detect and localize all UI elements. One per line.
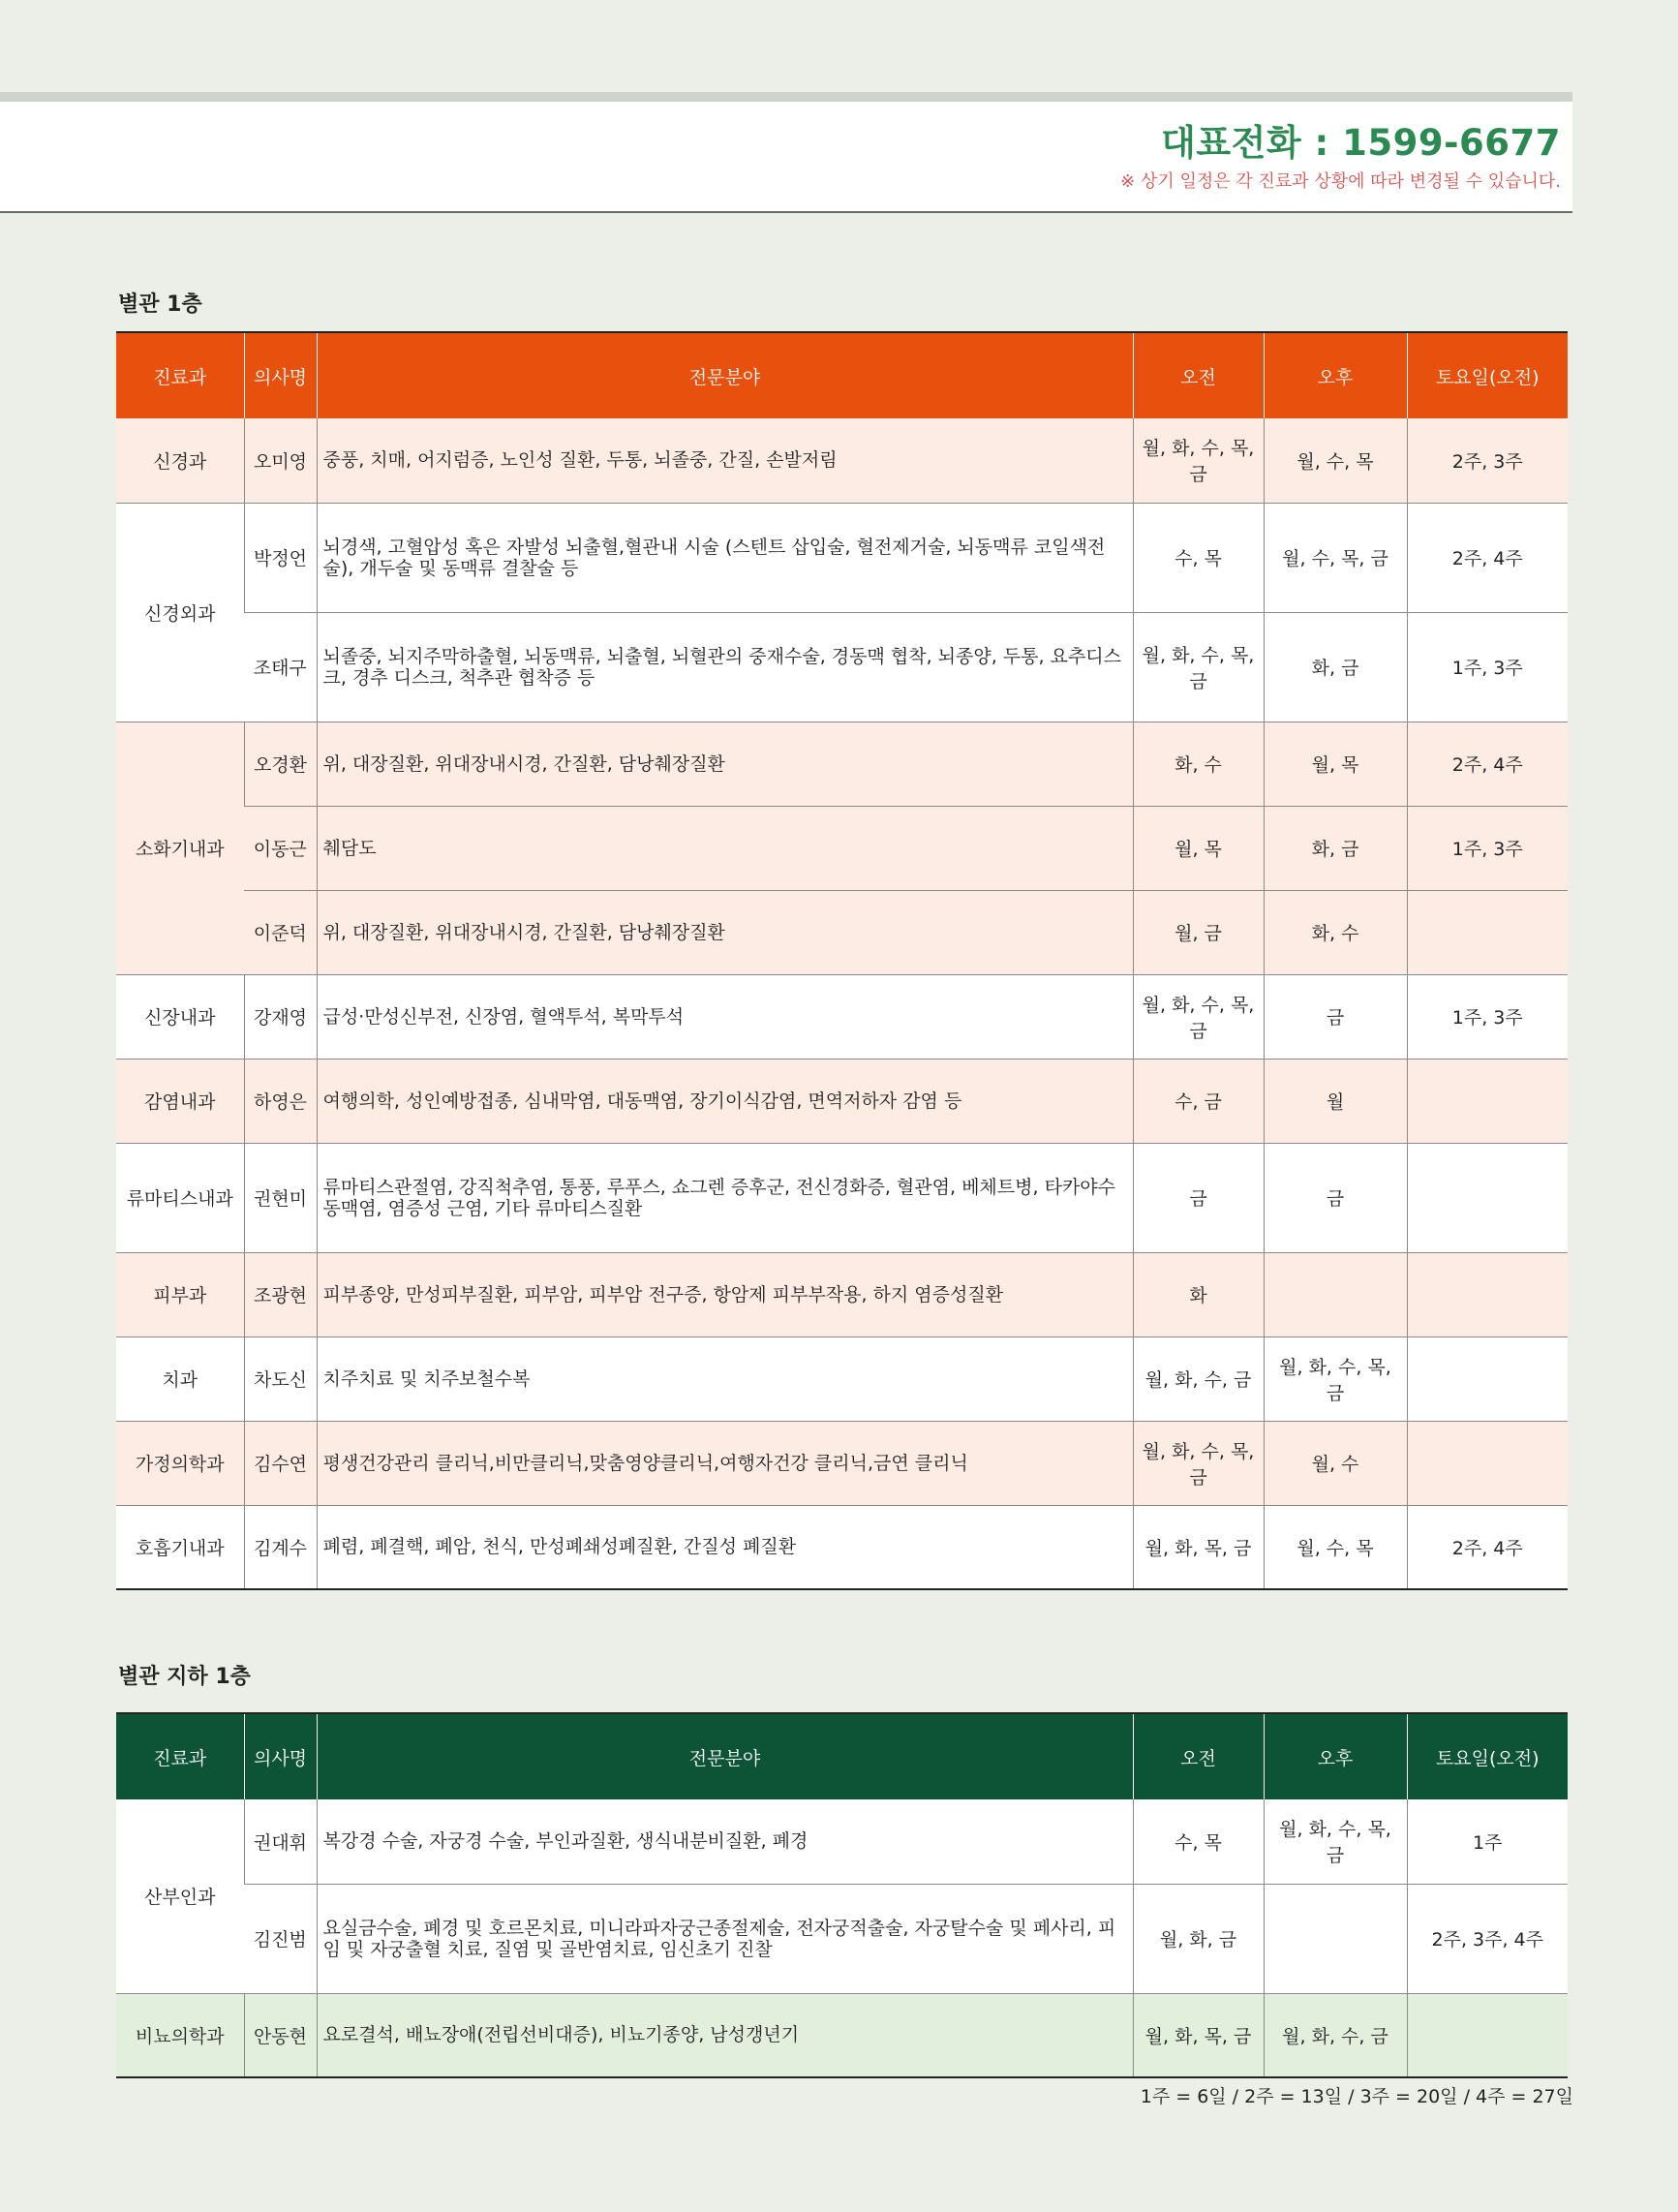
saturday-cell <box>1407 1993 1568 2077</box>
col-header-saturday: 토요일(오전) <box>1407 1713 1568 1799</box>
dept-cell: 치과 <box>116 1336 244 1421</box>
table-row <box>116 806 1568 890</box>
saturday-cell: 2주, 3주 <box>1407 418 1568 503</box>
table-row <box>116 722 1568 806</box>
specialty-cell: 요로결석, 배뇨장애(전립선비대증), 비뇨기종양, 남성갱년기 <box>317 1993 1133 2077</box>
doctor-cell: 하영은 <box>244 1059 317 1143</box>
section2-title: 별관 지하 1층 <box>118 1665 251 1689</box>
pm-cell: 월, 수, 목 <box>1264 418 1407 503</box>
specialty-cell: 중풍, 치매, 어지럼증, 노인성 질환, 두통, 뇌졸중, 간질, 손발저림 <box>317 418 1133 503</box>
pm-cell <box>1264 1884 1407 1993</box>
col-header-am: 오전 <box>1133 332 1264 418</box>
saturday-week-footnote: 1주 = 6일 / 2주 = 13일 / 3주 = 20일 / 4주 = 27일 <box>1140 2086 1573 2107</box>
doctor-cell: 이동근 <box>244 806 317 890</box>
doctor-cell: 김수연 <box>244 1421 317 1505</box>
pm-cell: 화, 금 <box>1264 612 1407 722</box>
dept-cell: 류마티스내과 <box>116 1143 244 1252</box>
am-cell: 수, 금 <box>1133 1059 1264 1143</box>
dept-cell: 신장내과 <box>116 974 244 1059</box>
dept-cell: 신경외과 <box>116 503 244 722</box>
am-cell: 월, 금 <box>1133 890 1264 974</box>
saturday-cell: 2주, 3주, 4주 <box>1407 1884 1568 1993</box>
saturday-cell: 1주, 3주 <box>1407 974 1568 1059</box>
am-cell: 월, 화, 수, 목, 금 <box>1133 418 1264 503</box>
pm-cell: 월, 화, 수, 금 <box>1264 1993 1407 2077</box>
pm-cell: 월, 화, 수, 목, 금 <box>1264 1336 1407 1421</box>
col-header-doctor: 의사명 <box>244 1713 317 1799</box>
dept-cell: 소화기내과 <box>116 722 244 974</box>
specialty-cell: 췌담도 <box>317 806 1133 890</box>
table-row <box>116 890 1568 974</box>
header <box>0 102 1572 213</box>
saturday-cell <box>1407 1252 1568 1336</box>
saturday-cell: 1주, 3주 <box>1407 806 1568 890</box>
am-cell: 월, 화, 수, 목, 금 <box>1133 1421 1264 1505</box>
dept-cell: 호흡기내과 <box>116 1505 244 1589</box>
am-cell: 월, 화, 수, 목, 금 <box>1133 974 1264 1059</box>
saturday-cell: 2주, 4주 <box>1407 503 1568 612</box>
table-row <box>116 1252 1568 1336</box>
table-header-row <box>116 332 1568 418</box>
pm-cell: 월, 수 <box>1264 1421 1407 1505</box>
col-header-dept: 진료과 <box>116 332 244 418</box>
am-cell: 월, 화, 목, 금 <box>1133 1993 1264 2077</box>
saturday-cell <box>1407 1143 1568 1252</box>
specialty-cell: 위, 대장질환, 위대장내시경, 간질환, 담낭췌장질환 <box>317 890 1133 974</box>
table-row <box>116 1059 1568 1143</box>
saturday-cell: 1주, 3주 <box>1407 612 1568 722</box>
specialty-cell: 폐렴, 폐결핵, 폐암, 천식, 만성폐쇄성폐질환, 간질성 폐질환 <box>317 1505 1133 1589</box>
table-row <box>116 1884 1568 1993</box>
table-row <box>116 418 1568 503</box>
dept-cell: 신경과 <box>116 418 244 503</box>
am-cell: 월, 화, 수, 목, 금 <box>1133 612 1264 722</box>
specialty-cell: 피부종양, 만성피부질환, 피부암, 피부암 전구증, 항암제 피부부작용, 하지 염증성질환 <box>317 1252 1133 1336</box>
table-header-row <box>116 1713 1568 1799</box>
table-row <box>116 612 1568 722</box>
doctor-cell: 조태구 <box>244 612 317 722</box>
table-row <box>116 1336 1568 1421</box>
pm-cell: 월, 화, 수, 목, 금 <box>1264 1799 1407 1884</box>
pm-cell: 월, 수, 목, 금 <box>1264 503 1407 612</box>
saturday-cell <box>1407 1336 1568 1421</box>
phone-number: 대표전화 : 1599-6677 <box>1161 122 1561 164</box>
top-divider-bar <box>0 92 1572 102</box>
dept-cell: 가정의학과 <box>116 1421 244 1505</box>
specialty-cell: 뇌경색, 고혈압성 혹은 자발성 뇌출혈,혈관내 시술 (스텐트 삽입술, 혈전제거술, 뇌동맥류 코일색전술), 개두술 및 동맥류 결찰술 등 <box>317 503 1133 612</box>
am-cell: 수, 목 <box>1133 503 1264 612</box>
doctor-cell: 권대휘 <box>244 1799 317 1884</box>
am-cell: 월, 화, 수, 금 <box>1133 1336 1264 1421</box>
col-header-specialty: 전문분야 <box>317 332 1133 418</box>
doctor-cell: 김진범 <box>244 1884 317 1993</box>
col-header-dept: 진료과 <box>116 1713 244 1799</box>
am-cell: 월, 화, 목, 금 <box>1133 1505 1264 1589</box>
specialty-cell: 여행의학, 성인예방접종, 심내막염, 대동맥염, 장기이식감염, 면역저하자 감염 등 <box>317 1059 1133 1143</box>
pm-cell: 금 <box>1264 1143 1407 1252</box>
doctor-cell: 김계수 <box>244 1505 317 1589</box>
am-cell: 금 <box>1133 1143 1264 1252</box>
pm-cell: 월, 수, 목 <box>1264 1505 1407 1589</box>
doctor-cell: 안동현 <box>244 1993 317 2077</box>
saturday-cell: 2주, 4주 <box>1407 1505 1568 1589</box>
saturday-cell <box>1407 1059 1568 1143</box>
am-cell: 화, 수 <box>1133 722 1264 806</box>
doctor-cell: 차도신 <box>244 1336 317 1421</box>
dept-cell: 비뇨의학과 <box>116 1993 244 2077</box>
schedule-notice: ※ 상기 일정은 각 진료과 상황에 따라 변경될 수 있습니다. <box>1120 171 1561 192</box>
dept-cell: 산부인과 <box>116 1799 244 1993</box>
section1-title: 별관 1층 <box>118 292 202 317</box>
specialty-cell: 복강경 수술, 자궁경 수술, 부인과질환, 생식내분비질환, 폐경 <box>317 1799 1133 1884</box>
specialty-cell: 평생건강관리 클리닉,비만클리닉,맞춤영양클리닉,여행자건강 클리닉,금연 클리닉 <box>317 1421 1133 1505</box>
table-row <box>116 503 1568 612</box>
saturday-cell <box>1407 890 1568 974</box>
table-row <box>116 1421 1568 1505</box>
specialty-cell: 요실금수술, 폐경 및 호르몬치료, 미니라파자궁근종절제술, 전자궁적출술, 자궁탈수술 및 페사리, 피임 및 자궁출혈 치료, 질염 및 골반염치료, 임신초기 진찰 <box>317 1884 1133 1993</box>
pm-cell <box>1264 1252 1407 1336</box>
dept-cell: 감염내과 <box>116 1059 244 1143</box>
col-header-doctor: 의사명 <box>244 332 317 418</box>
specialty-cell: 위, 대장질환, 위대장내시경, 간질환, 담낭췌장질환 <box>317 722 1133 806</box>
table-row <box>116 1993 1568 2077</box>
dept-cell: 피부과 <box>116 1252 244 1336</box>
doctor-cell: 강재영 <box>244 974 317 1059</box>
am-cell: 화 <box>1133 1252 1264 1336</box>
pm-cell: 화, 수 <box>1264 890 1407 974</box>
am-cell: 월, 목 <box>1133 806 1264 890</box>
table-row <box>116 1799 1568 1884</box>
specialty-cell: 급성·만성신부전, 신장염, 혈액투석, 복막투석 <box>317 974 1133 1059</box>
pm-cell: 월, 목 <box>1264 722 1407 806</box>
pm-cell: 월 <box>1264 1059 1407 1143</box>
col-header-saturday: 토요일(오전) <box>1407 332 1568 418</box>
section2-table <box>116 1712 1568 2078</box>
col-header-pm: 오후 <box>1264 1713 1407 1799</box>
am-cell: 월, 화, 금 <box>1133 1884 1264 1993</box>
doctor-cell: 오미영 <box>244 418 317 503</box>
col-header-pm: 오후 <box>1264 332 1407 418</box>
saturday-cell: 2주, 4주 <box>1407 722 1568 806</box>
col-header-specialty: 전문분야 <box>317 1713 1133 1799</box>
col-header-am: 오전 <box>1133 1713 1264 1799</box>
pm-cell: 화, 금 <box>1264 806 1407 890</box>
saturday-cell: 1주 <box>1407 1799 1568 1884</box>
doctor-cell: 이준덕 <box>244 890 317 974</box>
pm-cell: 금 <box>1264 974 1407 1059</box>
doctor-cell: 박정언 <box>244 503 317 612</box>
saturday-cell <box>1407 1421 1568 1505</box>
table-row <box>116 1143 1568 1252</box>
doctor-cell: 오경환 <box>244 722 317 806</box>
specialty-cell: 치주치료 및 치주보철수복 <box>317 1336 1133 1421</box>
table-row <box>116 1505 1568 1589</box>
specialty-cell: 뇌졸중, 뇌지주막하출혈, 뇌동맥류, 뇌출혈, 뇌혈관의 중재수술, 경동맥 협착, 뇌종양, 두통, 요추디스크, 경추 디스크, 척추관 협착증 등 <box>317 612 1133 722</box>
specialty-cell: 류마티스관절염, 강직척추염, 통풍, 루푸스, 쇼그렌 증후군, 전신경화증, 혈관염, 베체트병, 타카야수 동맥염, 염증성 근염, 기타 류마티스질환 <box>317 1143 1133 1252</box>
am-cell: 수, 목 <box>1133 1799 1264 1884</box>
section1-table <box>116 331 1568 1590</box>
table-row <box>116 974 1568 1059</box>
doctor-cell: 조광현 <box>244 1252 317 1336</box>
doctor-cell: 권현미 <box>244 1143 317 1252</box>
